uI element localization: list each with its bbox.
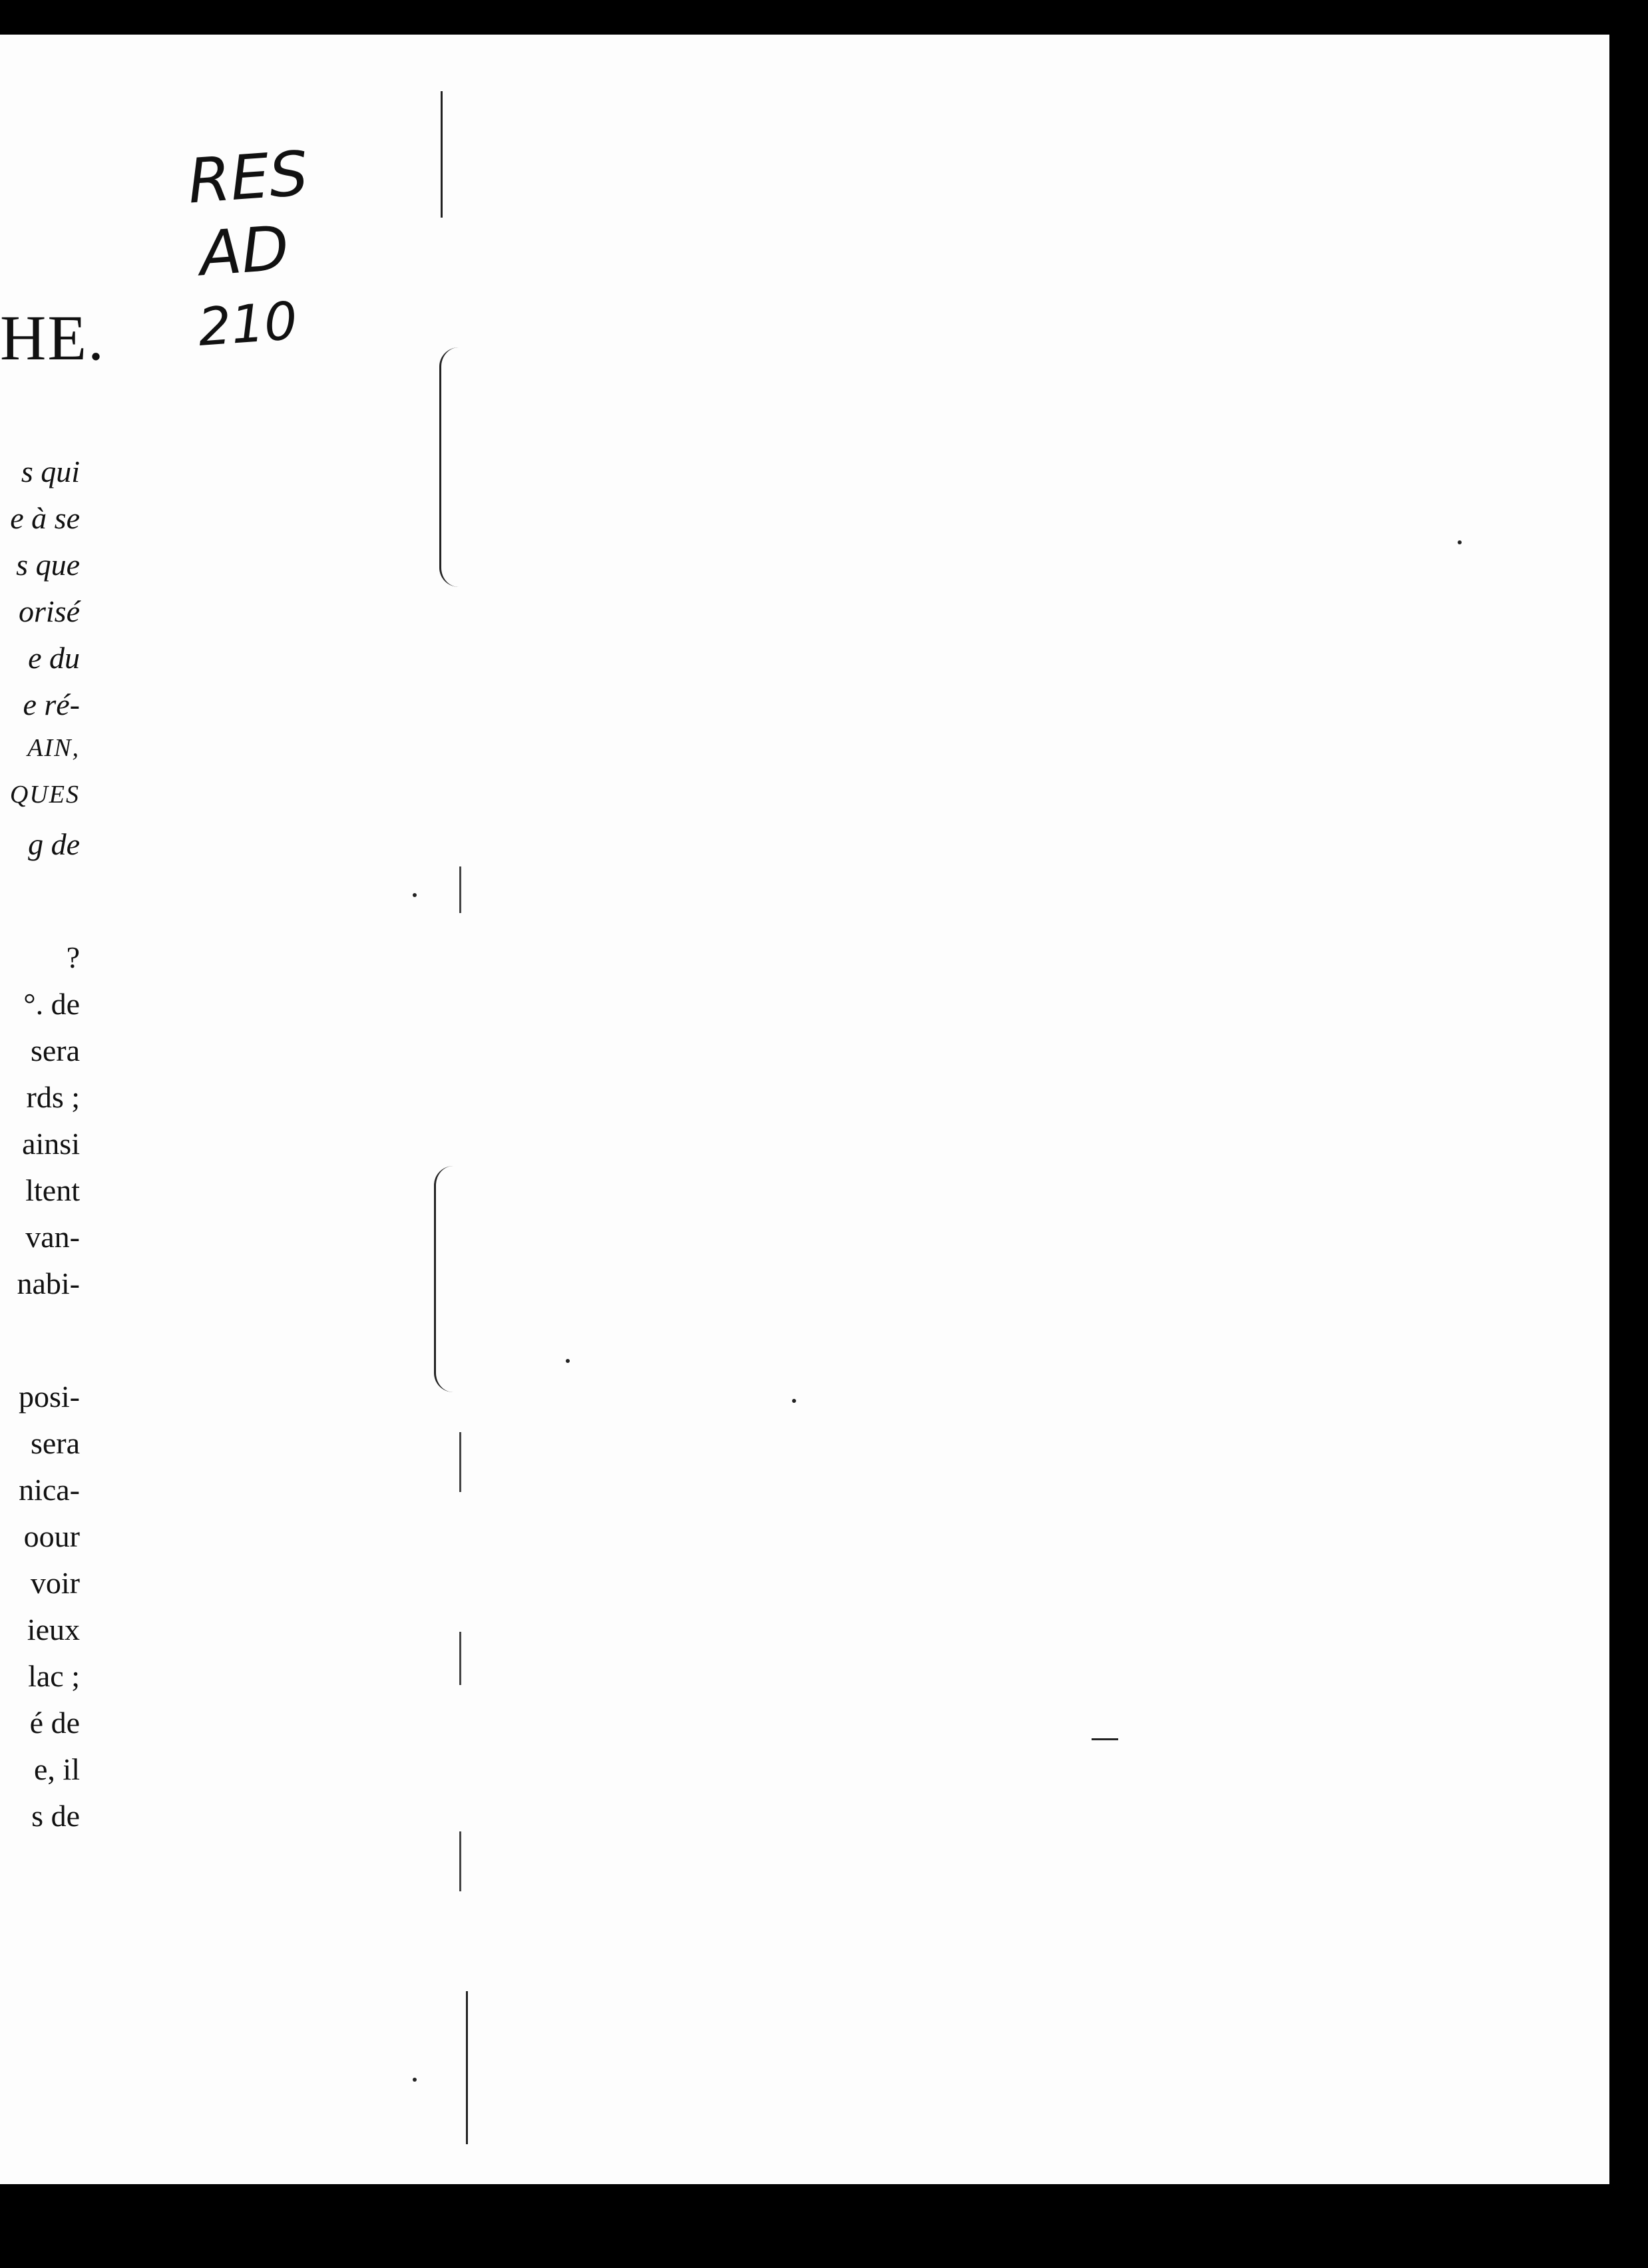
scan-speck	[566, 1359, 570, 1363]
text-line: e ré-	[23, 687, 80, 721]
text-line: ?	[66, 940, 80, 974]
text-line: e du	[28, 641, 80, 675]
text-line: s qui	[21, 455, 80, 488]
text-line: AIN,	[27, 734, 80, 762]
scan-speck	[1458, 540, 1462, 544]
gutter-line-bottom	[466, 1991, 468, 2144]
text-line: ainsi	[22, 1127, 80, 1161]
text-line: e à se	[10, 501, 80, 535]
handwritten-shelf-mark	[186, 137, 321, 365]
text-line: rds ;	[26, 1080, 80, 1114]
text-line: oour	[23, 1519, 80, 1553]
text-line: s de	[31, 1799, 80, 1833]
text-line: orisé	[19, 594, 80, 628]
text-line: ltent	[25, 1173, 80, 1207]
text-line: posi-	[19, 1380, 80, 1414]
scanned-page	[0, 35, 1609, 2184]
text-line: é de	[29, 1706, 80, 1740]
text-line: QUES	[9, 781, 80, 809]
text-line: g de	[28, 827, 80, 861]
gutter-dash	[459, 1632, 461, 1685]
gutter-curve-lower	[434, 1166, 453, 1392]
gutter-curve-upper	[439, 347, 459, 587]
page-heading-fragment: HE.	[0, 302, 105, 373]
gutter-line-top	[441, 91, 443, 218]
text-line: nabi-	[17, 1266, 80, 1300]
scan-speck	[413, 2078, 417, 2082]
scan-speck	[792, 1399, 796, 1403]
text-line: °. de	[23, 987, 80, 1021]
text-line: ieux	[27, 1612, 80, 1646]
shelf-mark-line: AD	[197, 212, 292, 290]
gutter-dash	[459, 1432, 461, 1492]
scan-speck	[413, 893, 417, 897]
text-line: e, il	[34, 1752, 80, 1786]
gutter-dash	[459, 866, 461, 913]
text-line: sera	[30, 1426, 80, 1460]
text-line: lac ;	[28, 1659, 80, 1693]
scan-speck	[1092, 1738, 1118, 1740]
text-line: sera	[30, 1034, 80, 1067]
text-line: nica-	[19, 1473, 80, 1507]
gutter-dash	[459, 1831, 461, 1891]
text-line: voir	[30, 1566, 80, 1600]
text-line: van-	[25, 1220, 80, 1254]
scan-border-bottom	[0, 2189, 1648, 2268]
shelf-mark-line: RES	[185, 138, 311, 218]
text-line: s que	[16, 548, 80, 582]
shelf-mark-line: 210	[196, 291, 300, 358]
